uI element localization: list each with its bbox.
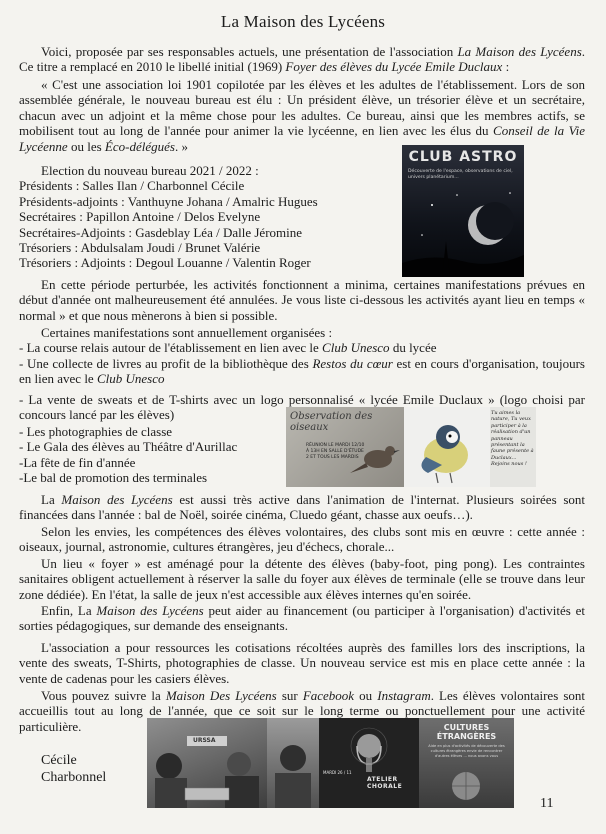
foyer-paragraph: Un lieu « foyer » est aménagé pour la détente des élèves (baby-foot, ping pong). Les contraintes sanitaires obligent actuellement à réserver la salle du foyer aux élèves de terminale (elle se trouve dans leur zone dédiée). En l'état, la salle de jeux n'est accessible aux élèves internes qu'en soirée.: [19, 556, 585, 602]
bureau-list: [19, 163, 387, 271]
bureau-line: Présidents-adjoints : Vanthuyne Johana / Amalric Hugues: [19, 193, 318, 209]
player-photo: [267, 718, 319, 808]
list-item: - Les photographies de classe: [19, 424, 173, 439]
activities-list-3: [19, 424, 281, 486]
globe-icon: [419, 718, 514, 808]
activities-list: [19, 325, 585, 387]
list-item: - La course relais autour de l'établissement en lien avec le Club Unesco du lycée: [19, 340, 437, 356]
list-item: - Le Gala des élèves au Théâtre d'Aurillac: [19, 439, 238, 455]
chess-players: [147, 718, 267, 808]
bird-observation-poster: [286, 407, 536, 487]
annual-heading: Certaines manifestations sont annuellement organisées :: [41, 325, 333, 340]
astro-poster-subtitle: Découverte de l'espace, observations de ciel, univers planétarium...: [408, 169, 513, 180]
period-paragraph: En cette période perturbée, les activités fonctionnent a minima, certaines manifestations prévues en début d'année ont malheureusement été annulées. Je vous liste ci-dessous les activités ayant lieu en temps « normal » et que nous mènerons à bien si possible.: [19, 277, 585, 323]
signature: Cécile Charbonnel: [41, 753, 107, 785]
cultures-subtitle: Aide en plus d'activités de découverte des cultures étrangères envie de rencontrer d'autres élèves ... nous avons vous: [428, 744, 505, 758]
finance-paragraph: Enfin, La Maison des Lycéens peut aider au financement (ou participer à l'organisation) d'activités et sorties pédagogiques, sur demande des enseignants.: [19, 603, 585, 634]
chorale-poster: [319, 718, 419, 808]
cultures-title: CULTURES ÉTRANGÈRES: [436, 723, 497, 741]
clubs-paragraph: Selon les envies, les compétences des élèves volontaires, des clubs sont mis en œuvre : cette année : oiseaux, journal, astronomie, cultures étrangères, jeu d'échecs, chorale...: [19, 524, 585, 555]
chess-sign: URSSA: [193, 737, 216, 744]
page-title: La Maison des Lycéens: [220, 12, 386, 31]
player-portrait: [267, 718, 319, 808]
astro-poster-title: CLUB ASTRO: [408, 149, 518, 165]
club-photo-strip: [147, 718, 514, 808]
intro-paragraph: Voici, proposée par ses responsables actuels, une présentation de l'association La Maison des Lycéens. Ce titre a remplacé en 2010 le libellé initial (1969) Foyer des élèves du Lycée Emile Duclaux :: [19, 44, 585, 75]
bureau-heading: Election du nouveau bureau 2021 / 2022 :: [41, 163, 259, 178]
internat-paragraph: La Maison des Lycéens est aussi très active dans l'animation de l'internat. Plusieurs soirées sont financées dans l'année : bal de Noël, soirée cinéma, Cluedo géant, chasse aux oeufs…).: [19, 492, 585, 523]
bird-poster-info: RÉUNION LE MARDI 12/10 À 13H EN SALLE D'ÉTUDE 2 ET TOUS LES MARDIS: [306, 443, 365, 460]
cultures-poster: [419, 718, 514, 808]
bureau-line: Trésoriers : Abdulsalam Joudi / Brunet Valérie: [19, 240, 261, 256]
bird-poster-title: Observation des oiseaux: [290, 411, 373, 433]
quote-paragraph: « C'est une association loi 1901 copilotée par les élèves et les adultes de l'établissement. Lors de son assemblée générale, le nouveau bureau est élu : Un président élève, un trésorier élève et un secrétaire, chacun avec un adjoint et la même chose pour les adultes. Ce bureau, ainsi que les membres actifs, se mobilisent tout au long de l'année pour animer la vie lycéenne, en lien avec les élus du Conseil de la Vie Lycéenne ou les Éco-délégués. »: [19, 77, 585, 154]
chorale-title: ATELIER CHORALE: [367, 776, 403, 790]
bureau-line: Trésoriers : Adjoints : Degoul Louanne / Valentin Roger: [19, 255, 311, 271]
follow-paragraph: Vous pouvez suivre la Maison Des Lycéens sur Facebook ou Instagram. Les élèves volontaires sont accueillis tout au long de l'année, que ce soit sur le long terme ou ponctuellement pour une activité particulière.: [19, 688, 586, 734]
list-item: -Le bal de promotion des terminales: [19, 470, 208, 486]
chess-photo: [147, 718, 267, 808]
club-astro-poster: [402, 145, 524, 277]
bureau-line: Secrétaires : Papillon Antoine / Delos Evelyne: [19, 209, 261, 225]
list-item: - La vente de sweats et de T-shirts avec un logo personnalisé « lycée Emile Duclaux » (logo choisi par concours lancé par les élèves): [19, 392, 585, 423]
bureau-line: Secrétaires-Adjoints : Gasdeblay Léa / Dalle Jéromine: [19, 224, 303, 240]
microphone-icon: [319, 718, 419, 808]
resources-paragraph: L'association a pour ressources les cotisations récoltées auprès des familles lors des inscriptions, la vente des sweats, T-Shirts, photographies de classe. Un nouveau service est mis en place cette année : la vente de cadenas pour les casiers élèves.: [19, 640, 585, 686]
page-number: 11: [540, 796, 554, 811]
bird-poster-callout: Tu aimes la nature, Tu veux participer à la réalisation d'un panneau présentant la faune présente à Duclaux... Rejoins nous !: [491, 410, 534, 468]
list-item: -La fête de fin d'année: [19, 454, 136, 470]
list-item: - Une collecte de livres au profit de la bibliothèque des Restos du cœur est en cours d'organisation, toujours en lien avec le Club Unesco: [19, 355, 585, 387]
bureau-line: Présidents : Salles Ilan / Charbonnel Cécile: [19, 178, 245, 194]
chorale-date: MARDI 26 / 11: [323, 770, 352, 775]
